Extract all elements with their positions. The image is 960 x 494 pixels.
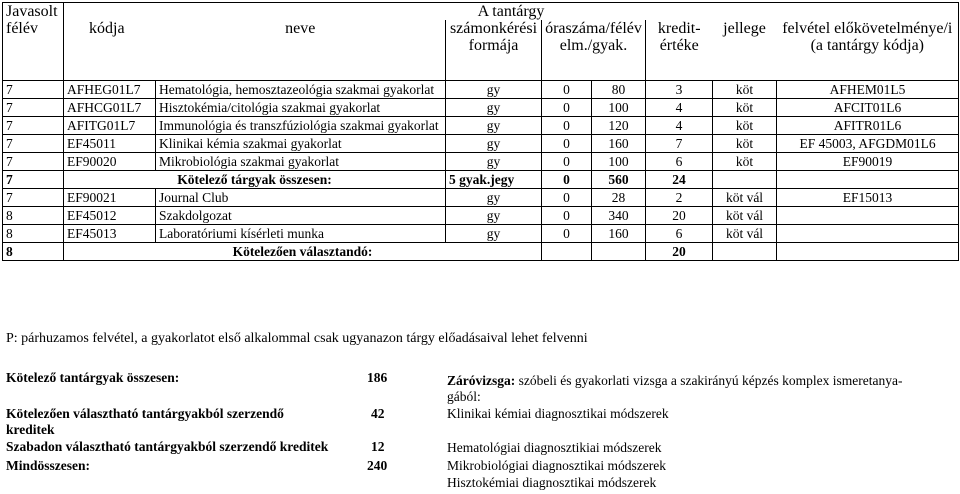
cell-prereq bbox=[777, 225, 959, 243]
final-exam-text: szóbeli és gyakorlati vizsga a szakirányú képzés komplex ismeretanya- bbox=[515, 373, 903, 388]
cell-gyak: 160 bbox=[592, 135, 646, 153]
cell-prereq: EF15013 bbox=[777, 189, 959, 207]
cell-name: Immunológia és transzfúziológia szakmai gyakorlat bbox=[156, 117, 446, 135]
cell-prereq: AFITR01L6 bbox=[777, 117, 959, 135]
subtotal-exam: 5 gyak.jegy bbox=[446, 171, 542, 189]
cell-credit: 20 bbox=[646, 207, 713, 225]
cell-elm: 0 bbox=[542, 207, 592, 225]
cell-elm: 0 bbox=[542, 117, 592, 135]
header-javasolt-felev bbox=[3, 3, 64, 81]
cell-credit: 6 bbox=[646, 153, 713, 171]
final-exam-subject: Mikrobiológiai diagnosztikai módszerek bbox=[447, 458, 666, 473]
cell-code: AFHCG01L7 bbox=[64, 99, 156, 117]
table-row bbox=[3, 189, 959, 207]
summary-free-label: Szabadon választható tantárgyakból szerzendő kreditek bbox=[6, 439, 329, 454]
cell-exam: gy bbox=[446, 81, 542, 99]
cell-elm: 0 bbox=[542, 99, 592, 117]
summary-elective-value: 42 bbox=[371, 406, 385, 421]
cell-code: AFITG01L7 bbox=[64, 117, 156, 135]
cell-exam: gy bbox=[446, 135, 542, 153]
cell-semester: 7 bbox=[3, 117, 64, 135]
cell-name: Journal Club bbox=[156, 189, 446, 207]
summary-free-value: 12 bbox=[371, 439, 385, 454]
cell-type: köt bbox=[713, 117, 777, 135]
subtotal-label: Kötelezően választandó: bbox=[64, 243, 542, 261]
header-neve: neve bbox=[156, 20, 446, 81]
cell-elm: 0 bbox=[542, 81, 592, 99]
cell-semester: 8 bbox=[3, 243, 64, 261]
cell-exam: gy bbox=[446, 99, 542, 117]
header-javasolt: Javasolt bbox=[6, 3, 58, 20]
cell-type: köt bbox=[713, 153, 777, 171]
cell-empty bbox=[777, 171, 959, 189]
summary-mandatory-value: 186 bbox=[367, 370, 388, 385]
cell-prereq: EF 45003, AFGDM01L6 bbox=[777, 135, 959, 153]
header-row-1 bbox=[3, 3, 959, 21]
final-exam-subject: Klinikai kémiai diagnosztikai módszerek bbox=[447, 406, 669, 421]
header-jellege: jellege bbox=[713, 20, 777, 81]
header-felvetel: felvétel előkövetelménye/i (a tantárgy kódja) bbox=[777, 20, 959, 81]
cell-exam: gy bbox=[446, 117, 542, 135]
header-szamonkeres: számonkérési formája bbox=[446, 20, 542, 81]
cell-elm: 0 bbox=[542, 225, 592, 243]
footnote-parallel: P: párhuzamos felvétel, a gyakorlatot első alkalommal csak ugyanazon tárgy előadásaival lehet felvenni bbox=[6, 331, 588, 346]
final-exam-label: Záróvizsga: bbox=[447, 373, 516, 388]
cell-prereq: AFCIT01L6 bbox=[777, 99, 959, 117]
cell-semester: 7 bbox=[3, 171, 64, 189]
cell-semester: 7 bbox=[3, 189, 64, 207]
table-row bbox=[3, 207, 959, 225]
cell-type: köt vál bbox=[713, 207, 777, 225]
summary-total-value: 240 bbox=[367, 458, 388, 473]
cell-name: Mikrobiológia szakmai gyakorlat bbox=[156, 153, 446, 171]
final-exam-subject: Hisztokémiai diagnosztikai módszerek bbox=[447, 475, 657, 490]
cell-empty bbox=[713, 171, 777, 189]
cell-code: EF90021 bbox=[64, 189, 156, 207]
summary-elective-label-2: kreditek bbox=[6, 422, 55, 437]
header-kredit: kredit-értéke bbox=[646, 20, 713, 81]
subtotal-gyak: 560 bbox=[592, 171, 646, 189]
subtotal-credit: 24 bbox=[646, 171, 713, 189]
cell-code: EF45011 bbox=[64, 135, 156, 153]
summary-elective-label-1: Kötelezően választható tantárgyakból szerzendő bbox=[6, 406, 284, 421]
cell-empty bbox=[542, 243, 592, 261]
cell-code: EF45013 bbox=[64, 225, 156, 243]
cell-gyak: 28 bbox=[592, 189, 646, 207]
header-group-title: A tantárgy bbox=[64, 3, 959, 21]
cell-exam: gy bbox=[446, 207, 542, 225]
cell-gyak: 120 bbox=[592, 117, 646, 135]
cell-credit: 7 bbox=[646, 135, 713, 153]
cell-empty bbox=[777, 243, 959, 261]
table-row bbox=[3, 99, 959, 117]
cell-name: Klinikai kémia szakmai gyakorlat bbox=[156, 135, 446, 153]
subtotal-elm: 0 bbox=[542, 171, 592, 189]
cell-type: köt vál bbox=[713, 225, 777, 243]
subtotal-label: Kötelező tárgyak összesen: bbox=[64, 171, 446, 189]
cell-semester: 8 bbox=[3, 207, 64, 225]
cell-semester: 7 bbox=[3, 153, 64, 171]
cell-credit: 2 bbox=[646, 189, 713, 207]
cell-gyak: 100 bbox=[592, 99, 646, 117]
cell-gyak: 340 bbox=[592, 207, 646, 225]
cell-elm: 0 bbox=[542, 153, 592, 171]
cell-type: köt bbox=[713, 135, 777, 153]
curriculum-table bbox=[2, 2, 959, 261]
cell-exam: gy bbox=[446, 189, 542, 207]
cell-elm: 0 bbox=[542, 189, 592, 207]
cell-gyak: 160 bbox=[592, 225, 646, 243]
cell-credit: 3 bbox=[646, 81, 713, 99]
header-row-2 bbox=[3, 20, 959, 81]
summary-mandatory-label: Kötelező tantárgyak összesen: bbox=[6, 370, 180, 385]
header-felev: félév bbox=[6, 20, 38, 37]
cell-code: EF90020 bbox=[64, 153, 156, 171]
cell-semester: 7 bbox=[3, 99, 64, 117]
cell-exam: gy bbox=[446, 153, 542, 171]
cell-name: Szakdolgozat bbox=[156, 207, 446, 225]
cell-credit: 6 bbox=[646, 225, 713, 243]
cell-credit: 4 bbox=[646, 117, 713, 135]
cell-code: EF45012 bbox=[64, 207, 156, 225]
cell-semester: 7 bbox=[3, 135, 64, 153]
final-exam-line-1 bbox=[447, 373, 903, 389]
cell-type: köt bbox=[713, 99, 777, 117]
header-kodja bbox=[64, 20, 156, 81]
header-oraszama: óraszáma/félév elm./gyak. bbox=[542, 20, 646, 81]
cell-code: AFHEG01L7 bbox=[64, 81, 156, 99]
cell-type: köt bbox=[713, 81, 777, 99]
cell-credit: 4 bbox=[646, 99, 713, 117]
cell-prereq: AFHEM01L5 bbox=[777, 81, 959, 99]
table-row bbox=[3, 81, 959, 99]
table-row bbox=[3, 117, 959, 135]
table-row bbox=[3, 153, 959, 171]
cell-type: köt vál bbox=[713, 189, 777, 207]
cell-exam: gy bbox=[446, 225, 542, 243]
cell-semester: 8 bbox=[3, 225, 64, 243]
cell-elm: 0 bbox=[542, 135, 592, 153]
table-row bbox=[3, 225, 959, 243]
cell-gyak: 80 bbox=[592, 81, 646, 99]
final-exam-line-2: gából: bbox=[447, 389, 481, 404]
cell-empty bbox=[592, 243, 646, 261]
summary-total-label: Mindösszesen: bbox=[6, 458, 90, 473]
subtotal-row-elective bbox=[3, 243, 959, 261]
cell-empty bbox=[713, 243, 777, 261]
cell-prereq: EF90019 bbox=[777, 153, 959, 171]
cell-prereq bbox=[777, 207, 959, 225]
final-exam-subject: Hematológiai diagnosztikiai módszerek bbox=[447, 440, 662, 455]
cell-gyak: 100 bbox=[592, 153, 646, 171]
cell-name: Hematológia, hemosztazeológia szakmai gyakorlat bbox=[156, 81, 446, 99]
subtotal-row-mandatory bbox=[3, 171, 959, 189]
header-kodja-text: kódja bbox=[89, 20, 125, 37]
cell-name: Hisztokémia/citológia szakmai gyakorlat bbox=[156, 99, 446, 117]
table-row bbox=[3, 135, 959, 153]
subtotal-credit: 20 bbox=[646, 243, 713, 261]
cell-name: Laboratóriumi kísérleti munka bbox=[156, 225, 446, 243]
cell-semester: 7 bbox=[3, 81, 64, 99]
